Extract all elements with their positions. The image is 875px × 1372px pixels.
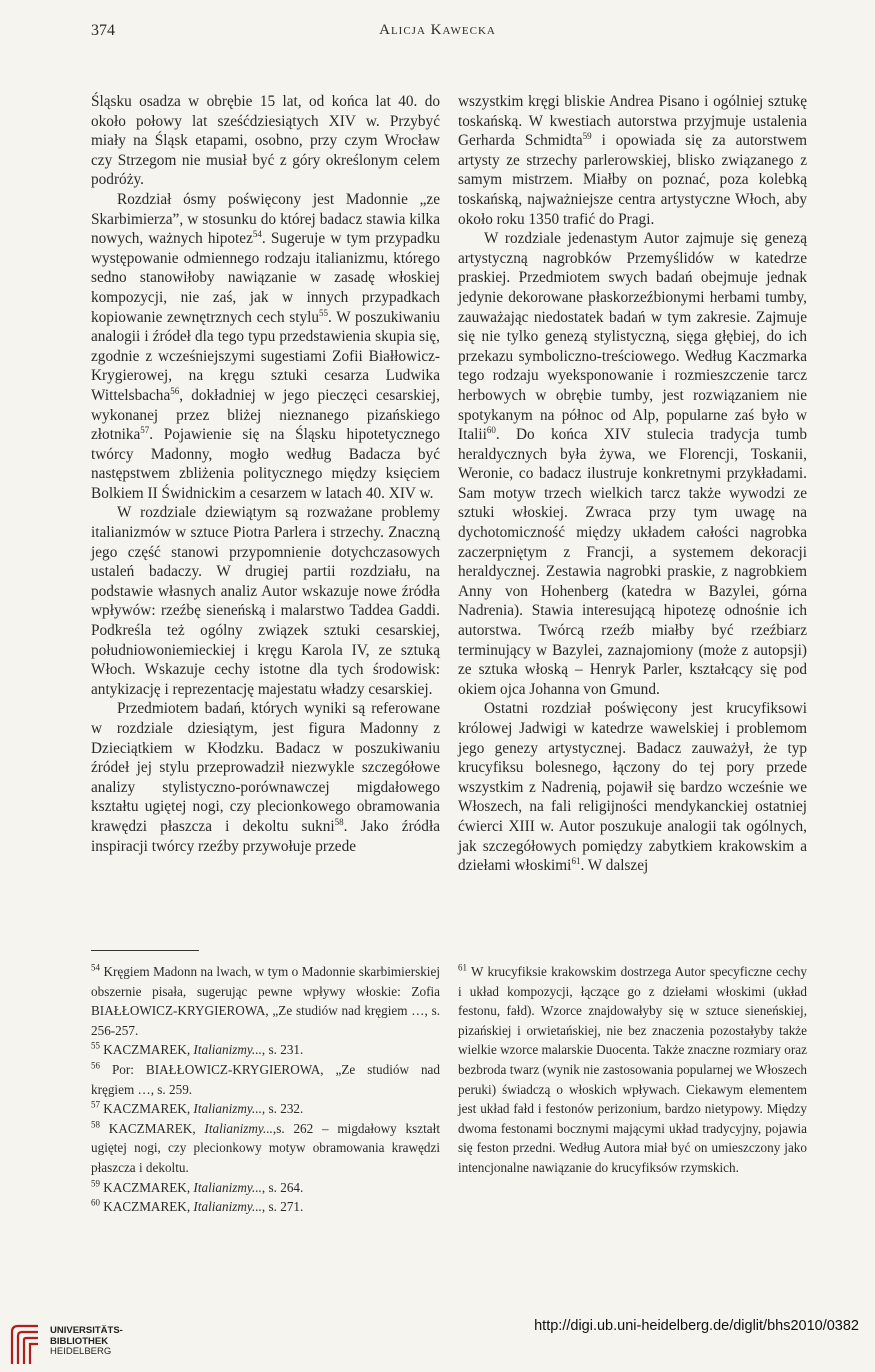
library-name-line: HEIDELBERG (50, 1346, 112, 1357)
footnote-text: Por: BIAŁŁOWICZ-KRYGIEROWA, „Ze studiów nad kręgiem …, s. 259. (91, 1061, 440, 1097)
footnote-number: 61 (458, 962, 467, 973)
footer-bar (0, 1310, 875, 1372)
footnote (91, 1197, 440, 1217)
footnote-title: Italianizmy... (204, 1120, 273, 1136)
library-logo-icon (8, 1322, 46, 1366)
left-column (91, 92, 440, 856)
footnote (91, 1119, 440, 1178)
text-run: i opowiada się za autorstwem artysty ze strzechy parlerowskiej, blisko związanego z samym mistrzem. Miałby on poznać, poza kolebką toskańską, najważniejsze centra artystyczne Włoch, aby około roku 1350 trafić do Pragi. (458, 132, 807, 228)
footnote-text: KACZMAREK, (100, 1120, 205, 1136)
footnote-title: Italianizmy... (193, 1199, 262, 1215)
paragraph (458, 229, 807, 699)
footnote-ref[interactable]: 56 (170, 385, 180, 396)
footnote-title: Italianizmy... (193, 1101, 262, 1117)
text-run: . W poszukiwaniu analogii i źródeł dla tego typu przedstawienia skupia się, zgodnie z wcześniejszymi sugestiami Zofii Białłowicz-Krygierowej, na kręgu sztuki cesarza Ludwika Wittelsbacha (91, 308, 440, 404)
text-run: Rozdział ósmy poświęcony jest Madonnie „ze Skarbimierza”, w stosunku do której badacz stawia kilka nowych, ważnych hipotez (91, 190, 440, 248)
footnote-text: KACZMAREK, (100, 1199, 194, 1215)
footnote-ref[interactable]: 59 (582, 131, 592, 142)
footnote-ref[interactable]: 54 (252, 229, 262, 240)
footnote-title: Italianizmy... (193, 1179, 262, 1195)
paragraph (458, 699, 807, 875)
paragraph: W rozdziale dziewiątym są rozważane problemy italianizmów w sztuce Piotra Parlera i strzechy. Znaczną jego część stanowi przypomnienie dotychczasowych ustaleń badaczy. W drugiej partii rozdziału, na podstawie własnych analiz Autor wskazuje nowe źródła wpływów: rzeźbę sieneńską i malarstwo Taddea Gaddi. Podkreśla też ogólny związek sztuki cesarskiej, południowoniemieckiej i kręgu Karola IV, ze sztuką Włoch. Wskazuje cechy istotne dla tych środowisk: antykizację i reprezentację majestatu władzy cesarskiej. (91, 504, 440, 698)
footnote-text: , s. 271. (261, 1199, 304, 1215)
footnote-number: 59 (91, 1178, 100, 1189)
text-run: . Sugeruje w tym przypadku występowanie odmiennego rodzaju italianizmu, którego sedno stanowiłoby nawiązanie w zasadę włoskiej kompozycji, nie zaś, jak w innych przypadkach kopiowanie zewnętrznych cech stylu (91, 230, 440, 326)
footnote-text: KACZMAREK, (100, 1042, 194, 1058)
text-run: wszystkim kręgi bliskie Andrea Pisano i ogólniej sztukę toskańską. W kwestiach autorstwa przyjmuje ustalenia Gerharda Schmidta (458, 93, 807, 150)
text-run: . Jako źródła inspiracji twórcy rzeźby przywołuje przede (91, 817, 440, 855)
footnote-number: 54 (91, 962, 100, 973)
footnote (91, 1040, 440, 1060)
running-head: Alicja Kawecka (379, 22, 496, 38)
footnote-number: 56 (91, 1060, 100, 1071)
text-run: W rozdziale jedenastym Autor zajmuje się genezą artystyczną nagrobków Przemyślidów w katedrze praskiej. Przedmiotem swych badań obejmuje jednak jedynie dekorowane płaskorzeźbionymi herbami tumby, zauważając niedostatek badań w tym zakresie. Zajmuje się nie tylko genezą stylistyczną, sięga głębiej, do ich przekazu symboliczno-treściowego. Według Kaczmarka tego rodzaju wyeksponowanie i rozmieszczenie tarcz herbowych w obrębie tumby, jest rozwiązaniem nie spotykanym na północ od Alp, popularne zaś było w Italii (458, 230, 807, 444)
footnote-separator (91, 950, 199, 951)
footnote-number: 60 (91, 1197, 100, 1208)
footnote (91, 1099, 440, 1119)
paragraph (91, 699, 440, 856)
footnote-text: ,s. 262 – migdałowy kształt ugiętej nogi, czy plecionkowy motyw obramowania krawędzi płaszcza i dekoltu. (91, 1120, 440, 1175)
footnote-ref[interactable]: 61 (571, 856, 581, 867)
footnote-ref[interactable]: 60 (486, 425, 496, 435)
paragraph (458, 92, 807, 229)
text-run: . Pojawienie się na Śląsku hipotetycznego twórcy Madonny, mogło według Badacza być następstwem zbliżenia politycznego między księciem Bolkiem II Świdnickim a cesarzem w latach 40. XIV w. (91, 426, 440, 502)
paragraph: Śląsku osadza w obrębie 15 lat, od końca lat 40. do około połowy lat sześćdziesiątych XIV w. Przybyć miały na Śląsk etapami, osobno, przy czym Wrocław czy Strzegom nie musiał być z góry określonym celem podróży. (91, 93, 440, 189)
footnote-ref[interactable]: 58 (334, 816, 344, 827)
text-run: Ostatni rozdział poświęcony jest krucyfiksowi królowej Jadwigi w katedrze wawelskiej i problemom jego genezy artystycznej. Badacz zauważył, że typ krucyfiksu bolesnego, łączony do tej pory przede wszystkim z Nadrenią, pojawił się bardzo wcześnie we Włoszech, na fali religijności mendykanckiej ostatniej ćwierci XIII w. Autor poszukuje analogii tak ogólnych, jak szczegółowych pomiędzy zabytkiem krakowskim a dziełami włoskimi (458, 700, 807, 875)
footnote-text: , s. 231. (261, 1042, 304, 1058)
footnote (91, 1060, 440, 1099)
footnote (458, 962, 807, 1178)
footnote-number: 58 (91, 1119, 100, 1130)
footnote-text: KACZMAREK, (100, 1179, 194, 1195)
text-run: Przedmiotem badań, których wyniki są referowane w rozdziale dziesiątym, jest figura Madonny z Dzieciątkiem w Kłodzku. Badacz w poszukiwaniu źródeł jej stylu przeprowadził niezwykle szczegółowe analizy stylistyczno-porównawczej migdałowego kształtu ugiętej nogi, czy plecionkowego obramowania krawędzi płaszcza i dekoltu sukni (91, 700, 440, 835)
footnote-text: , s. 232. (261, 1101, 304, 1117)
footnote-title: Italianizmy... (193, 1042, 262, 1058)
footnote-ref[interactable]: 55 (319, 307, 329, 318)
footnote-text: , s. 264. (261, 1179, 304, 1195)
footnote-text: W krucyfiksie krakowskim dostrzega Autor specyficzne cechy i układ kompozycji, łączące go z dziełami włoskimi (układ festonu, fałd). Wzorce znajdowałyby się w sztuce sieneńskiej, pizańskiej i orwietańskiej, nie bez znaczenia pozostałyby także wielkie wzorce malarskie Duocenta. Także znaczne rozmiary oraz bezbroda twarz (wynik nie zastosowania popularnej we Włoszech peruki) świadczą o włoskich wpływach. Ciekawym elementem jest układ fałd i festonów perizonium, bardzo nietypowy. Między dwoma festonami bocznymi mającymi układ tradycyjny, pojawia się feston przedni. Według Autora miał być on umieszczony jako intencjonalne nawiązanie do krucyfiksów rzymskich. (458, 964, 807, 1175)
footnotes-right (458, 962, 807, 1178)
library-name-line: BIBLIOTHEK (50, 1335, 109, 1347)
footnote (91, 962, 440, 1040)
footnote-ref[interactable]: 57 (140, 425, 150, 435)
library-name-line: UNIVERSITÄTS- (50, 1325, 123, 1336)
text-run: , dokładniej w jego pieczęci cesarskiej, wykonanej przez bliżej nieznanego pizańskiego złotnika (91, 386, 440, 444)
page-number: 374 (91, 22, 115, 39)
footnotes-left (91, 962, 440, 1217)
footnote-number: 57 (91, 1099, 100, 1110)
library-name (50, 1326, 123, 1358)
source-url[interactable]: http://digi.ub.uni-heidelberg.de/diglit/bhs2010/0382 (534, 1318, 859, 1334)
text-run: . Do końca XIV stulecia tradycja tumb heraldycznych była żywa, we Florencji, Toskanii, Weronie, co badacz ilustruje konkretnymi przykładami. Sam motyw trzech wielkich tarcz także wywodzi ze sztuki włoskiej. Zwraca przy tym uwagę na dychotomiczność między układem całości nagrobka zaczerpniętym z Francji, a systemem dekoracji heraldycznej. Zestawia nagrobki praskie, z nagrobkiem Anny von Hohenberg (katedra w Bazylei, górna Nadrenia). Stawia interesującą hipotezę odnośnie ich autorstwa. Twórcą rzeźb miałby być rzeźbiarz terminujący w Bazylei, zaznajomiony (może z autopsji) ze sztuka włoską – Henryk Parler, kształcący się pod okiem ojca Johanna von Gmund. (458, 426, 807, 698)
footnote-text: Kręgiem Madonn na lwach, w tym o Madonnie skarbimierskiej obszernie pisała, sugerując pewne wpływy włoskie: Zofia BIAŁŁOWICZ-KRYGIEROWA, „Ze studiów nad kręgiem …, s. 256-257. (91, 964, 440, 1038)
paragraph (91, 190, 440, 504)
footnote-text: KACZMAREK, (100, 1101, 194, 1117)
footnote (91, 1178, 440, 1198)
right-column (458, 92, 807, 876)
text-run: . W dalszej (580, 857, 649, 875)
footnote-number: 55 (91, 1040, 100, 1051)
